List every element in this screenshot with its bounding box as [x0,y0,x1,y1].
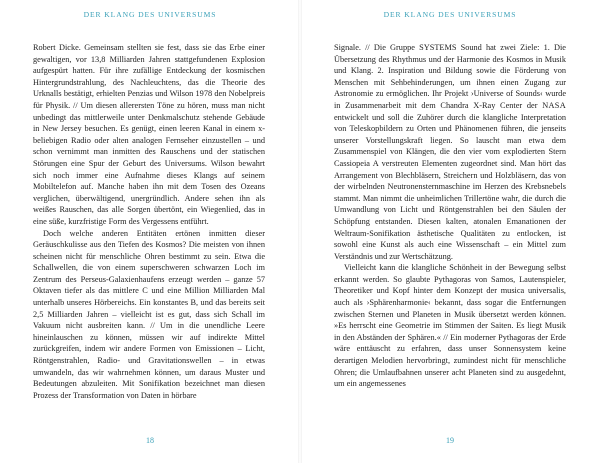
body-text-right [334,42,566,390]
paragraph: Robert Dicke. Gemeinsam stellten sie fest, dass sie das Erbe einer gewaltigen, vor 13,8 Milliarden Jahren stattgefundenen Explosion aufgespürt hatten. Für ihre zufällige Entdeckung der kosmischen Hintergrundstrahlung, des Nachleuchtens, das die Theorie des Urknalls bestätigt, erhielten Penzias und Wilson 1978 den Nobelpreis für Physik. // Um diesen allerersten Töne zu hören, muss man nicht unbedingt das mittlerweile unter Denkmalschutz stehende Gebäude in New Jersey besuchen. Es genügt, einen leeren Kanal in einem x-beliebigen Radio oder alten analogen Fernseher einzustellen – und schon vernimmt man inmitten des Rauschens und der statischen Störungen eine Spur der Geburt des Universums. Wilson bewahrt sich noch immer eine Aufnahme dieses Klangs auf seinem Mobiltelefon auf. Manche haben ihn mit dem Tosen des Ozeans verglichen, überwältigend, unergründlich. Andere sehen ihn als weißes Rauschen, das alle Sorgen übertönt, ein Wiegenlied, das in eine süße, kurzfristige Form des Vergessens entführt. [33,43,265,226]
nasa-smallcaps: NASA [542,100,566,110]
paragraph [334,42,566,262]
right-page [300,0,600,463]
running-head-left: DER KLANG DES UNIVERSUMS [83,10,217,19]
paragraph-part: Signale. // Die Gruppe SYSTEMS Sound hat zwei Ziele: 1. Die Übersetzung des Rhythmus und der Harmonie des Kosmos in Musik und Klang. 2. Inspiration und Bildung sowie die Förderung von Menschen mit Sehbehinderungen, um ihnen einen Zugang zur Astronomie zu ermöglichen. Ihr Projekt ›Universe of Sounds‹ wurde in Zusammenarbeit mit dem Chandra X-Ray Center der [334,43,566,110]
running-head-right: DER KLANG DES UNIVERSUMS [383,10,517,19]
page-number-left: 18 [146,436,154,445]
paragraph: Doch welche anderen Entitäten ertönen inmitten dieser Geräuschkulisse aus den Tiefen des Kosmos? Die meisten von ihnen scheinen nicht für menschliche Ohren bestimmt zu sein. Etwa die Schallwellen, die von einem superschweren schwarzen Loch im Zentrum des Perseus-Galaxienhaufens erzeugt werden – ganze 57 Oktaven tiefer als das mittlere C und eine Million Milliarden Mal unterhalb unseres Hörbereichs. Ein konstantes B, und das bereits seit 2,5 Milliarden Jahren – vielleicht ist es gut, dass sich Schall im Vakuum nicht ausbreiten kann. // Um in die unendliche Leere hineinlauschen zu können, müssen wir auf indirekte Mittel zurückgreifen, indem wir andere Formen von Emissionen – Licht, Röntgenstrahlen, Radio- und Gravitationswellen – in etwas umwandeln, das wir wahrnehmen können, um daraus Muster und Bedeutungen abzuleiten. Mit Sonifikation bezeichnet man diesen Prozess der Transformation von Daten in hörbare [33,228,265,400]
paragraph: Vielleicht kann die klangliche Schönheit in der Bewegung selbst erkannt werden. So glaubte Pythagoras von Samos, Lautenspieler, Theoretiker und Kopf hinter dem Konzept der musica universalis, auch als ›Sphärenharmonie‹ bekannt, dass sogar die Entfernungen zwischen Sternen und Planeten in Musik übersetzt werden können. »Es herrscht eine Geometrie im Stimmen der Saiten. Es liegt Musik in den Abständen der Sphären.« // Ein moderner Pythagoras der Erde wäre enttäuscht zu erfahren, dass unser Sonnensystem keine derartigen Melodien hervorbringt, zumindest nicht für menschliche Ohren; die Umlaufbahnen unserer acht Planeten sind zu ausgedehnt, um ein angemessenes [334,263,566,389]
paragraph-part: entwickelt und soll die Zuhörer durch die klangliche Interpretation von Teleskopbildern zu Orten und Phänomenen führen, die jenseits unserer Vorstellungskraft liegen. So lauscht man etwa dem Zusammenspiel von Klängen, die den vier vom explodierten Stern Cassiopeia A verstreuten Elementen zugeordnet sind. Man hört das Arrangement von Blechbläsern, Streichern und Holzbläsern, das von der wirbelnden Neutronensternmaschine im Herzen des Krebsnebels stammt. Man nimmt die unheimlichen Trillertöne wahr, die durch die Umwandlung von Licht und Röntgenstrahlen bei den Säulen der Schöpfung entstanden. Diesen kalten, atonalen Emanationen der Weltraum-Sonifikation ästhetische Qualitäten zu entlocken, ist sowohl eine Kunst als auch eine Wissenschaft – ein Mittel zum Verständnis und zur Wertschätzung. [334,112,566,261]
body-text-left [33,42,265,401]
page-number-right: 19 [446,436,454,445]
